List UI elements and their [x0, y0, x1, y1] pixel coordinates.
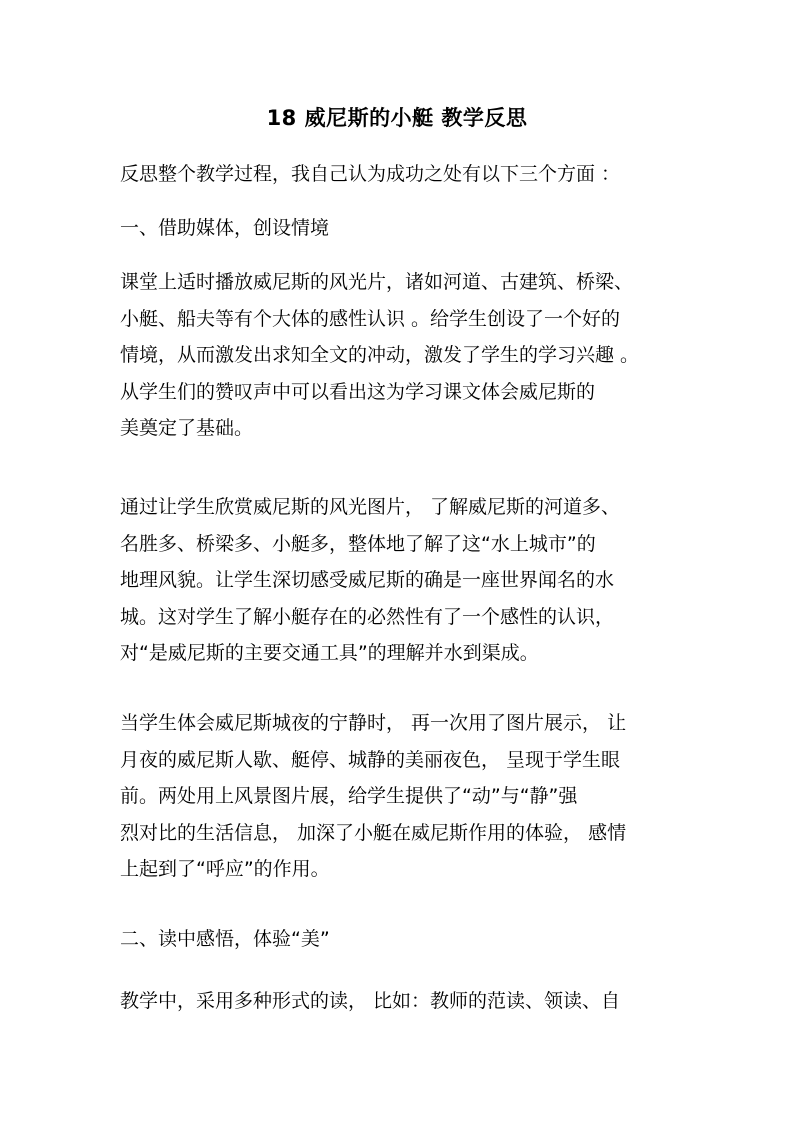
paragraph-line: 通过让学生欣赏威尼斯的风光图片， 了解威尼斯的河道多、: [120, 496, 621, 518]
paragraph-line: 教学中，采用多种形式的读， 比如：教师的范读、领读、自: [120, 990, 621, 1012]
paragraph-line: 上起到了“呼应”的作用。: [120, 858, 330, 880]
paragraph-line: 地理风貌。让学生深切感受威尼斯的确是一座世界闻名的水: [120, 569, 615, 591]
paragraph-1: [120, 264, 700, 447]
paragraph-line: 情境，从而激发出求知全文的冲动，激发了学生的学习兴趣 。: [120, 344, 640, 366]
intro-paragraph: [120, 156, 700, 193]
paragraph-line: 月夜的威尼斯人歇、艇停、城静的美丽夜色， 呈现于学生眼: [120, 748, 621, 771]
paragraph-line: 前。两处用上风景图片展，给学生提供了“动”与“静”强: [120, 785, 578, 807]
paragraph-2: [120, 489, 700, 672]
paragraph-line: 对“是威尼斯的主要交通工具”的理解并水到渠成。: [120, 642, 539, 664]
section-heading-text: 一、借助媒体，创设情境: [120, 217, 330, 239]
section-1-heading: [120, 210, 700, 247]
section-2-heading: [120, 921, 700, 958]
document-title: 18 威尼斯的小艇 教学反思: [266, 106, 528, 130]
paragraph-4: [120, 983, 700, 1020]
paragraph-line: 课堂上适时播放威尼斯的风光片，诸如河道、古建筑、桥梁、: [120, 271, 634, 293]
paragraph-line: 从学生们的赞叹声中可以看出这为学习课文体会威尼斯的: [120, 380, 596, 403]
paragraph-line: 名胜多、桥梁多、小艇多，整体地了解了这“水上城市”的: [120, 532, 596, 555]
paragraph-line: 小艇、船夫等有个大体的感性认识 。给学生创设了一个好的: [120, 307, 621, 330]
paragraph-line: 当学生体会威尼斯城夜的宁静时， 再一次用了图片展示， 让: [120, 712, 627, 734]
section-heading-text: 二、读中感悟，体验“美”: [120, 928, 330, 950]
paragraph-line: 美奠定了基础。: [120, 417, 254, 439]
paragraph-line: 城。这对学生了解小艇存在的必然性有了一个感性的认识，: [120, 605, 615, 628]
paragraph-line: 烈对比的生活信息， 加深了小艇在威尼斯作用的体验， 感情: [120, 821, 627, 844]
intro-line: 反思整个教学过程，我自己认为成功之处有以下三个方面 ：: [120, 163, 621, 185]
paragraph-3: [120, 705, 700, 888]
